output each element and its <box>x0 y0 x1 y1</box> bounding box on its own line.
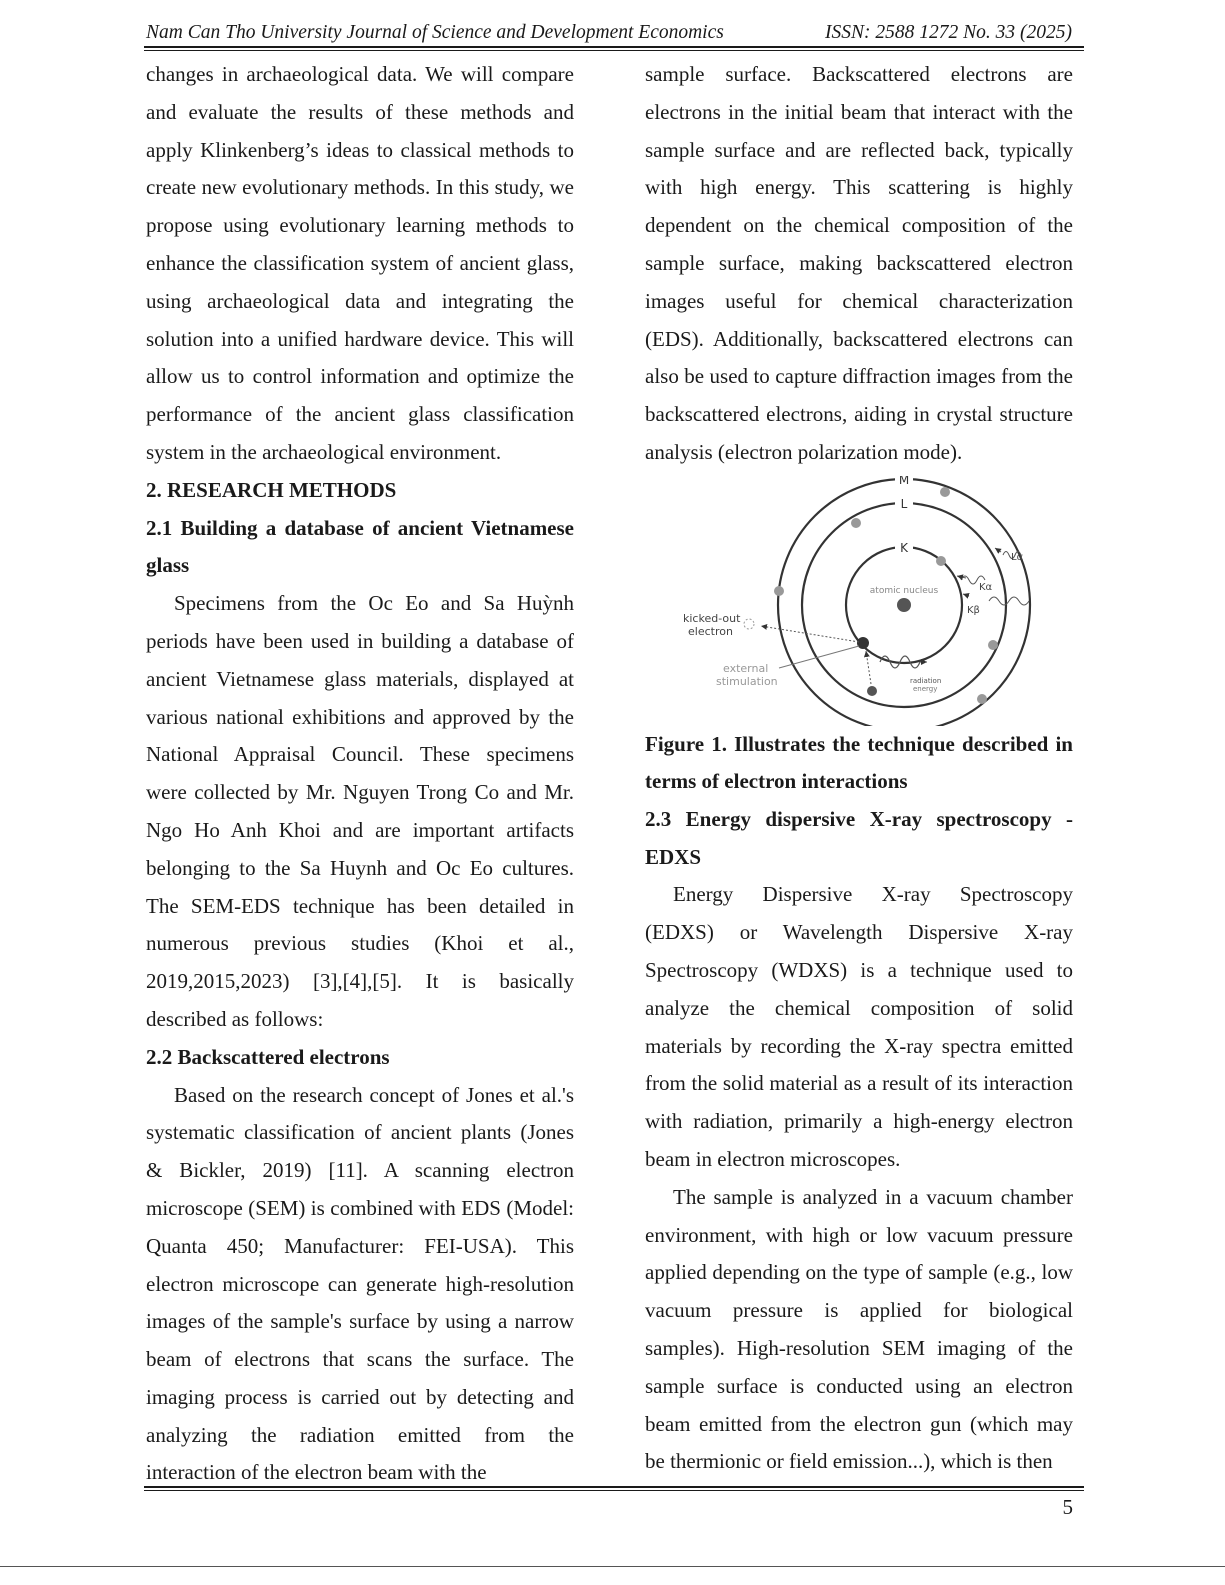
electron-interaction-diagram <box>645 476 1073 726</box>
shell-l-label: L <box>900 496 908 511</box>
footer-rule-thin <box>144 1490 1084 1491</box>
k-beta-label: Kβ <box>967 604 980 616</box>
radiation-label-1: radiation <box>910 676 942 685</box>
electron-l-2 <box>774 586 784 596</box>
kicked-label-2: electron <box>688 624 733 638</box>
header-rule-thin <box>144 50 1084 51</box>
left-column <box>146 56 574 1492</box>
figure-caption: Figure 1. Illustrates the technique described in terms of electron interactions <box>645 731 1073 794</box>
kicked-label-1: kicked-out <box>683 611 741 625</box>
external-label-2: stimulation <box>716 674 778 688</box>
electron-k-1 <box>936 556 946 566</box>
right-column <box>645 56 1073 1481</box>
kicked-arrow <box>761 626 859 642</box>
k-alpha-label: Kα <box>979 581 993 593</box>
l-alpha-label: Lα <box>1011 551 1024 563</box>
electron-k-hit <box>857 637 869 649</box>
footer-rule <box>144 1486 1084 1488</box>
header-rule <box>144 46 1084 48</box>
page-edge <box>0 1566 1225 1567</box>
external-label-1: external <box>723 661 769 675</box>
shell-m-label: M <box>898 475 910 487</box>
incident-arrow <box>866 651 871 684</box>
radiation-label-2: energy <box>913 684 938 693</box>
nucleus-dot <box>897 598 911 612</box>
section-heading-research-methods: 2. RESEARCH METHODS <box>146 477 397 502</box>
k-beta-wave <box>989 597 1029 605</box>
edxs-paragraph: Energy Dispersive X-ray Spectroscopy (EDXS) or Wavelength Dispersive X-ray Spectroscopy (WDXS) is a technique used to analyze the chemical composition of solid materials by recording the X-ray spectra emitted from the solid material as a result of its interaction with radiation, primarily a high-energy electron beam in electron microscopes. <box>645 882 1073 1171</box>
vacuum-paragraph: The sample is analyzed in a vacuum chamber environment, with high or low vacuum pressure applied depending on the type of sample (e.g., low vacuum pressure is applied for biological samples). High-resolution SEM imaging of the sample surface is conducted using an electron beam emitted from the electron gun (which may be thermionic or field emission...), which is then <box>645 1184 1073 1474</box>
journal-title: Nam Can Tho University Journal of Science and Development Economics <box>146 22 724 43</box>
backscatter-paragraph: Based on the research concept of Jones et al.'s systematic classification of ancient plants (Jones & Bickler, 2019) [11]. A scanning electron microscope (SEM) is combined with EDS (Model: Quanta 450; Manufacturer: FEI-USA). This electron microscope can generate high-resolution images of the sample's surface by using a narrow beam of electrons that scans the surface. The imaging process is carried out by detecting and analyzing the radiation emitted from the interaction of the electron beam with the <box>146 1082 574 1485</box>
electron-l-3 <box>988 640 998 650</box>
intro-paragraph: changes in archaeological data. We will compare and evaluate the results of these methods and apply Klinkenberg’s ideas to classical methods to create new evolutionary methods. In this study, we propose using evolutionary learning methods to enhance the classification system of ancient glass, using archaeological data and integrating the solution into a unified hardware device. This will allow us to control information and optimize the performance of the ancient glass classification system in the archaeological environment. <box>146 62 574 464</box>
running-header <box>146 20 1084 44</box>
specimens-paragraph: Specimens from the Oc Eo and Sa Huỳnh periods have been used in building a database of ancient Vietnamese glass materials, displayed at various national exhibitions and approved by the National Appraisal Council. These specimens were collected by Mr. Nguyen Trong Co and Mr. Ngo Ho Anh Khoi and are important artifacts belonging to the Sa Huynh and Oc Eo cultures. The SEM-EDS technique has been detailed in numerous previous studies (Khoi et al., 2019,2015,2023) [3],[4],[5]. It is basically described as follows: <box>146 591 574 1031</box>
subsection-heading-2-1: 2.1 Building a database of ancient Vietnamese glass <box>146 515 574 578</box>
subsection-heading-2-3: 2.3 Energy dispersive X-ray spectroscopy - EDXS <box>645 806 1073 869</box>
external-pointer <box>779 646 859 668</box>
electron-m-2 <box>977 694 987 704</box>
electron-m <box>940 487 950 497</box>
electron-incident <box>867 686 877 696</box>
subsection-heading-2-2: 2.2 Backscattered electrons <box>146 1044 390 1069</box>
sample-surface-paragraph: sample surface. Backscattered electrons are electrons in the initial beam that interact with the sample surface and are reflected back, typically with high energy. This scattering is highly dependent on the chemical composition of the sample surface, making backscattered electron images useful for chemical characterization (EDS). Additionally, backscattered electrons can also be used to capture diffraction images from the backscattered electrons, aiding in crystal structure analysis (electron polarization mode). <box>645 62 1073 464</box>
electron-l-1 <box>851 518 861 528</box>
shell-k-label: K <box>900 540 908 555</box>
figure-1 <box>645 476 1073 726</box>
kicked-electron-dot <box>744 619 754 629</box>
nucleus-label: atomic nucleus <box>869 585 939 596</box>
issn-label: ISSN: 2588 1272 No. 33 (2025) <box>825 22 1072 43</box>
page-number: 5 <box>1062 1495 1073 1519</box>
